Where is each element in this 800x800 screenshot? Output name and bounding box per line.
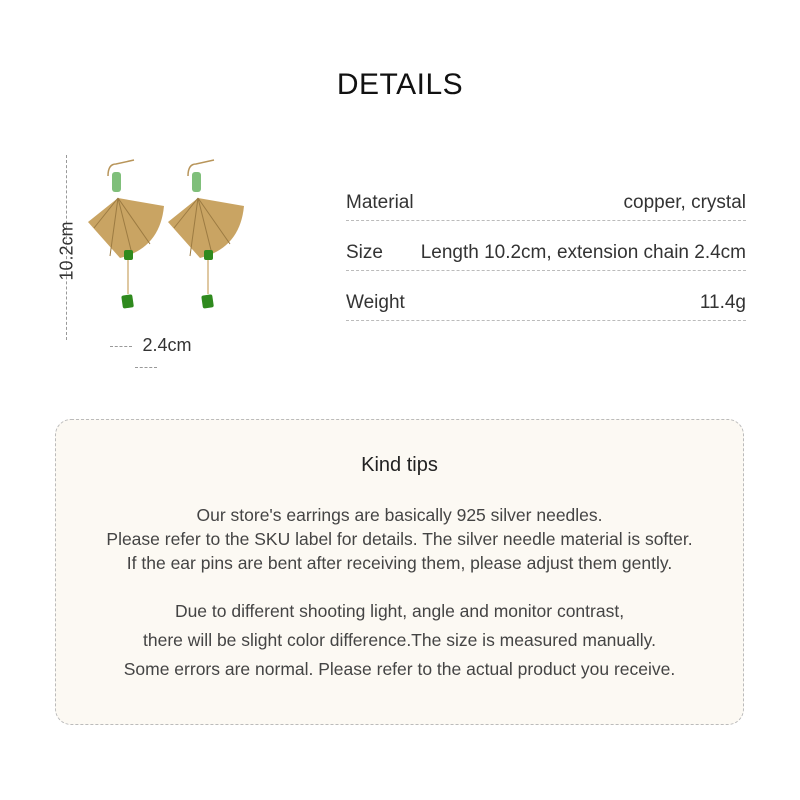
dash-right — [135, 367, 157, 368]
spec-label: Weight — [346, 292, 405, 313]
page-title: DETAILS — [336, 68, 464, 101]
tips-line: Some errors are normal. Please refer to the actual product you receive. — [123, 659, 676, 679]
specs-table — [346, 188, 746, 321]
spec-value: Length 10.2cm, extension chain 2.4cm — [420, 242, 746, 263]
tips-line: Please refer to the SKU label for details. The silver needle material is softer. — [106, 529, 693, 549]
tips-paragraph-1 — [56, 503, 743, 575]
height-dimension-label: 10.2cm — [56, 221, 77, 281]
tips-line: there will be slight color difference.The size is measured manually. — [143, 630, 656, 650]
earrings-product-image — [80, 158, 250, 318]
dash-left — [110, 346, 132, 347]
kind-tips-box — [55, 419, 744, 725]
spec-row-size — [346, 221, 746, 271]
tips-heading: Kind tips — [361, 454, 438, 476]
spec-row-weight — [346, 271, 746, 321]
tips-line: Our store's earrings are basically 925 silver needles. — [196, 505, 603, 525]
spec-label: Size — [346, 242, 383, 263]
spec-value: 11.4g — [699, 292, 746, 313]
tips-line: If the ear pins are bent after receiving them, please adjust them gently. — [126, 553, 673, 573]
spec-value: copper, crystal — [623, 192, 746, 213]
tips-line: Due to different shooting light, angle and monitor contrast, — [174, 601, 625, 621]
width-dimension-label: 2.4cm — [142, 335, 192, 355]
spec-label: Material — [346, 192, 414, 213]
width-dimension — [82, 335, 210, 377]
tips-paragraph-2 — [56, 597, 743, 684]
spec-row-material — [346, 188, 746, 221]
earring-left — [88, 160, 164, 309]
